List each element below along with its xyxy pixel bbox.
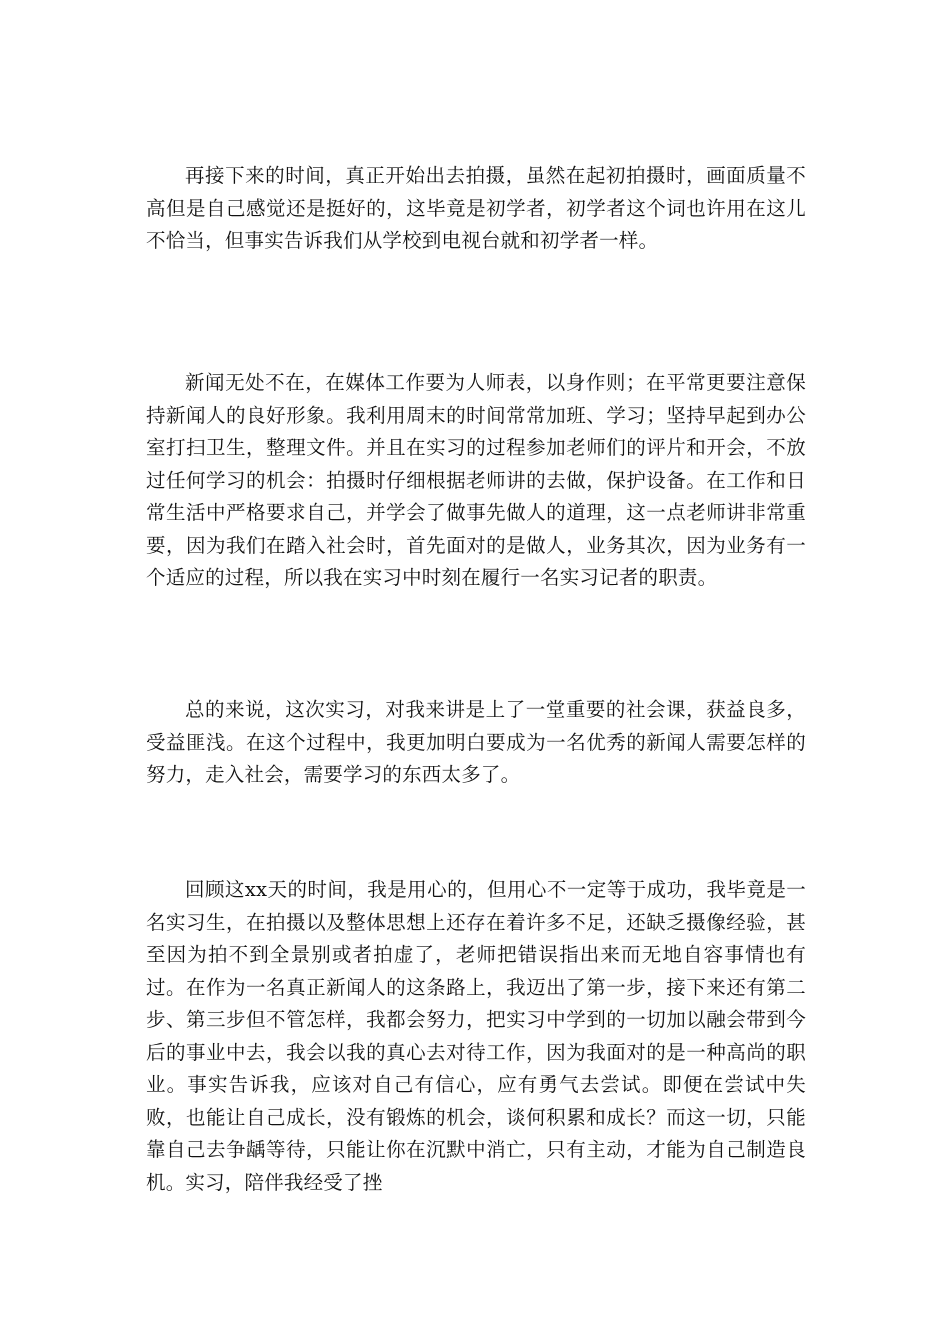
paragraph-news-conduct: 新闻无处不在，在媒体工作要为人师表，以身作则；在平常更要注意保持新闻人的良好形象。我利用周末的时间常常加班、学习；坚持早起到办公室打扫卫生，整理文件。并且在实习的过程参加老师们的评片和开会，不放过任何学习的机会：拍摄时仔细根据老师讲的去做，保护设备。在工作和日常生活中严格要求自己，并学会了做事先做人的道理，这一点老师讲非常重要，因为我们在踏入社会时，首先面对的是做人，业务其次，因为业务有一个适应的过程，所以我在实习中时刻在履行一名实习记者的职责。 <box>146 371 806 589</box>
paragraph-summary: 总的来说，这次实习，对我来讲是上了一堂重要的社会课，获益良多，受益匪浅。在这个过程中，我更加明白要成为一名优秀的新闻人需要怎样的努力，走入社会，需要学习的东西太多了。 <box>146 698 806 786</box>
paragraph-reflection: 回顾这xx天的时间，我是用心的，但用心不一定等于成功，我毕竟是一名实习生，在拍摄以及整体思想上还存在着许多不足，还缺乏摄像经验，甚至因为拍不到全景别或者拍虚了，老师把错误指出来而无地自容事情也有过。在作为一名真正新闻人的这条路上，我迈出了第一步，接下来还有第二步、第三步但不管怎样，我都会努力，把实习中学到的一切加以融会带到今后的事业中去，我会以我的真心去对待工作，因为我面对的是一种高尚的职业。事实告诉我，应该对自己有信心，应有勇气去尝试。即便在尝试中失败，也能让自己成长，没有锻炼的机会，谈何积累和成长？而这一切，只能靠自己去争龋等待，只能让你在沉默中消亡，只有主动，才能为自己制造良机。实习，陪伴我经受了挫 <box>146 878 806 1194</box>
paragraph-shooting: 再接下来的时间，真正开始出去拍摄，虽然在起初拍摄时，画面质量不高但是自己感觉还是挺好的，这毕竟是初学者，初学者这个词也许用在这儿不恰当，但事实告诉我们从学校到电视台就和初学者一样。 <box>146 164 806 252</box>
